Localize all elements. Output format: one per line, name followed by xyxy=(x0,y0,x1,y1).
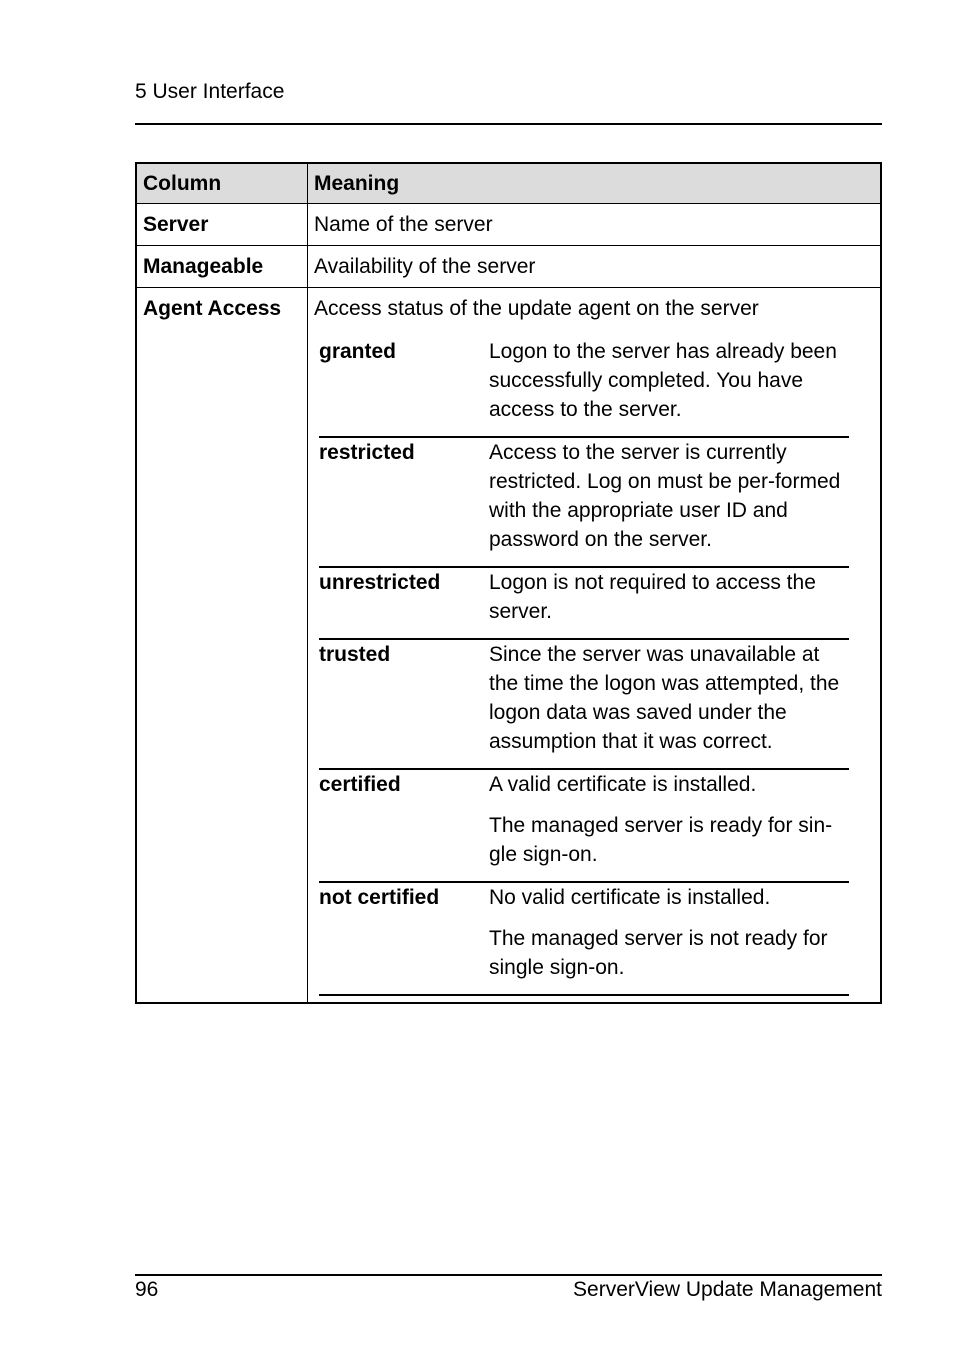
list-item xyxy=(319,882,849,995)
state-name: not certified xyxy=(319,882,489,995)
state-description: Logon to the server has already been successfully completed. You have access to the server. xyxy=(489,340,837,421)
row-meaning-agent-access xyxy=(308,288,882,1004)
running-header: 5 User Interface xyxy=(135,80,285,103)
table-row xyxy=(136,204,881,246)
list-item xyxy=(319,769,849,882)
state-name: certified xyxy=(319,769,489,882)
state-description: No valid certificate is installed. xyxy=(489,886,771,909)
state-description: Logon is not required to access the server. xyxy=(489,571,816,623)
table-row xyxy=(136,246,881,288)
row-column-name: Server xyxy=(136,204,308,246)
list-item xyxy=(319,639,849,769)
state-name: restricted xyxy=(319,437,489,567)
column-meaning-table xyxy=(135,162,882,1004)
document-title: ServerView Update Management xyxy=(573,1278,882,1301)
row-column-name: Agent Access xyxy=(136,288,308,1004)
row-column-name: Manageable xyxy=(136,246,308,288)
table-row xyxy=(136,288,881,1004)
list-item xyxy=(319,337,849,437)
state-name: unrestricted xyxy=(319,567,489,639)
state-name: granted xyxy=(319,337,489,437)
list-item xyxy=(319,567,849,639)
list-item xyxy=(319,437,849,567)
agent-state-list xyxy=(319,337,849,996)
header-meaning: Meaning xyxy=(308,163,882,204)
header-rule xyxy=(135,123,882,125)
page-number: 96 xyxy=(135,1278,159,1301)
state-description: Since the server was unavailable at the time the logon was attempted, the logon data was saved under the assumption that it was correct. xyxy=(489,643,840,753)
row-meaning: Name of the server xyxy=(308,204,882,246)
header-column: Column xyxy=(136,163,308,204)
row-meaning: Access status of the update agent on the server xyxy=(314,297,759,320)
state-description-note: The managed server is not ready for single sign-on. xyxy=(489,927,828,979)
state-description-note: The managed server is ready for sin-gle sign-on. xyxy=(489,814,833,866)
footer-rule xyxy=(135,1274,882,1276)
state-description: Access to the server is currently restricted. Log on must be per-formed with the appropriate user ID and password on the server. xyxy=(489,441,841,551)
state-description: A valid certificate is installed. xyxy=(489,773,757,796)
state-name: trusted xyxy=(319,639,489,769)
table-header-row xyxy=(136,163,881,204)
row-meaning: Availability of the server xyxy=(308,246,882,288)
